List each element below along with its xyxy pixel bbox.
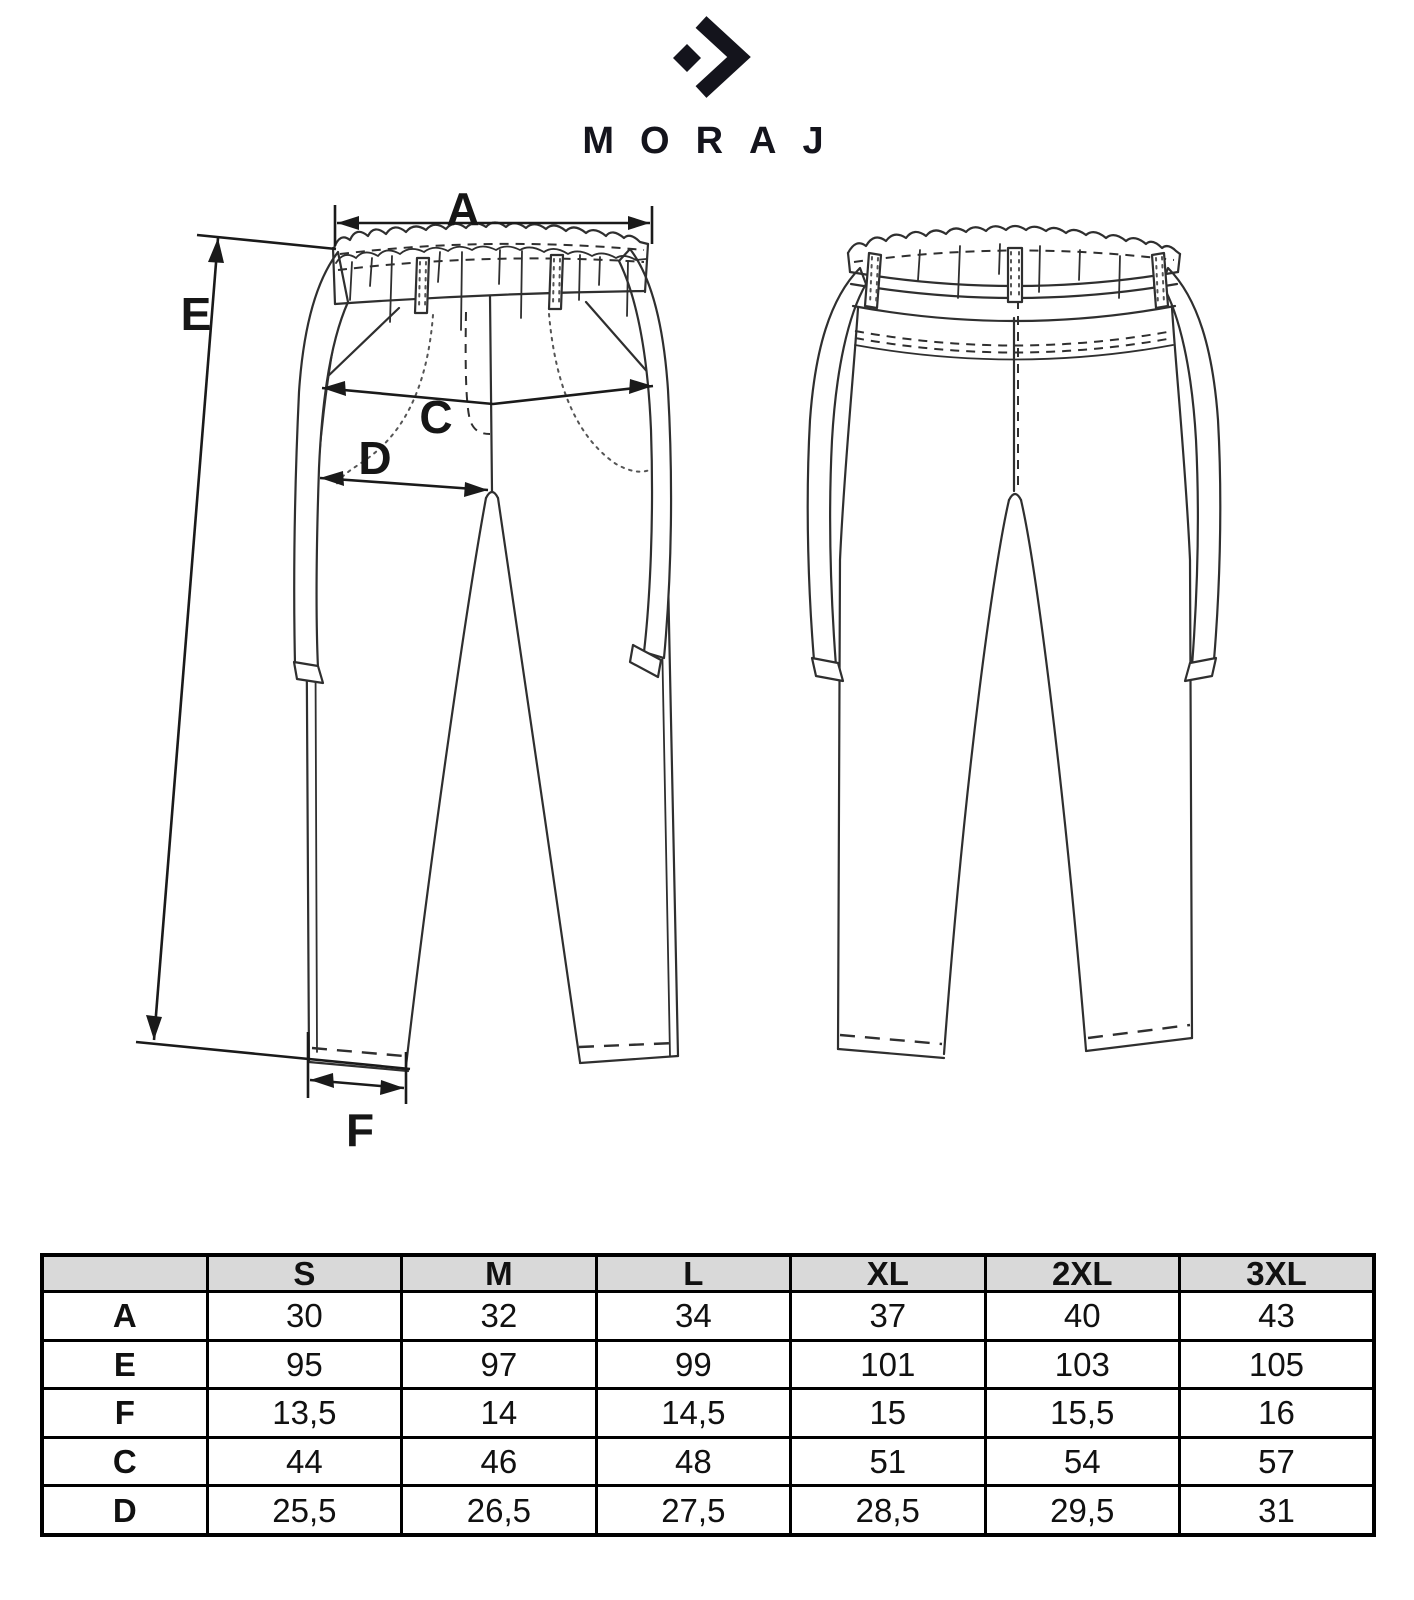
size-value: 14	[402, 1389, 596, 1438]
front-body	[306, 291, 678, 1071]
size-value: 25,5	[207, 1486, 401, 1535]
size-value: 57	[1180, 1437, 1375, 1486]
corner-cell	[42, 1255, 207, 1292]
belt-loop	[1008, 248, 1022, 302]
drawstring-tie-left-end	[812, 658, 843, 681]
back-body	[838, 252, 1192, 1058]
dimension-a	[335, 183, 652, 246]
size-value: 99	[596, 1340, 790, 1389]
size-value: 14,5	[596, 1389, 790, 1438]
dimension-label-f: F	[345, 1104, 375, 1156]
back-view	[808, 226, 1221, 1058]
dimension-e	[136, 235, 410, 1069]
row-label-d: D	[42, 1486, 207, 1535]
size-value: 30	[207, 1292, 401, 1341]
size-column-header-l: L	[596, 1255, 790, 1292]
size-value: 48	[596, 1437, 790, 1486]
size-column-header-2xl: 2XL	[985, 1255, 1179, 1292]
size-column-header-s: S	[207, 1255, 401, 1292]
size-value: 15	[791, 1389, 985, 1438]
belt-loop	[865, 253, 881, 308]
dimension-f	[308, 1032, 406, 1156]
size-value: 27,5	[596, 1486, 790, 1535]
size-value: 44	[207, 1437, 401, 1486]
size-value: 103	[985, 1340, 1179, 1389]
size-column-header-xl: XL	[791, 1255, 985, 1292]
fly-stitch	[466, 312, 490, 434]
size-value: 32	[402, 1292, 596, 1341]
size-value: 46	[402, 1437, 596, 1486]
size-column-header-3xl: 3XL	[1180, 1255, 1375, 1292]
dimension-label-e: E	[180, 288, 212, 340]
table-row-f	[42, 1389, 1374, 1438]
size-value: 54	[985, 1437, 1179, 1486]
dimension-label-a: A	[446, 183, 480, 235]
size-value: 43	[1180, 1292, 1375, 1341]
size-value: 13,5	[207, 1389, 401, 1438]
size-value: 26,5	[402, 1486, 596, 1535]
belt-loop	[1152, 253, 1168, 308]
row-label-c: C	[42, 1437, 207, 1486]
size-value: 101	[791, 1340, 985, 1389]
size-value: 97	[402, 1340, 596, 1389]
front-view	[136, 183, 678, 1156]
table-row-c	[42, 1437, 1374, 1486]
size-value: 28,5	[791, 1486, 985, 1535]
table-row-e	[42, 1340, 1374, 1389]
belt-loop	[415, 258, 429, 313]
size-column-header-m: M	[402, 1255, 596, 1292]
brand-name: MORAJ	[582, 120, 850, 162]
dimension-label-c: C	[419, 391, 453, 443]
size-chart-table	[40, 1253, 1376, 1537]
diamond-chevron-icon	[673, 22, 739, 92]
table-row-d	[42, 1486, 1374, 1535]
back-waistband	[848, 226, 1180, 321]
table-row-a	[42, 1292, 1374, 1341]
row-label-a: A	[42, 1292, 207, 1341]
size-value: 40	[985, 1292, 1179, 1341]
waistband-gathers	[350, 250, 628, 330]
size-value: 37	[791, 1292, 985, 1341]
size-value: 29,5	[985, 1486, 1179, 1535]
size-table-header-row	[42, 1255, 1374, 1292]
brand-logo	[582, 22, 849, 162]
size-table	[40, 1253, 1376, 1537]
row-label-e: E	[42, 1340, 207, 1389]
dimension-label-d: D	[358, 432, 392, 484]
size-value: 34	[596, 1292, 790, 1341]
size-value: 15,5	[985, 1389, 1179, 1438]
belt-loop	[549, 255, 563, 309]
row-label-f: F	[42, 1389, 207, 1438]
size-value: 16	[1180, 1389, 1375, 1438]
front-drawstring-ties	[294, 249, 671, 683]
size-value: 105	[1180, 1340, 1375, 1389]
size-value: 51	[791, 1437, 985, 1486]
size-value: 31	[1180, 1486, 1375, 1535]
drawstring-tie-left	[294, 252, 348, 668]
drawstring-tie-left-end	[294, 662, 323, 683]
size-value: 95	[207, 1340, 401, 1389]
dimension-d	[320, 432, 488, 497]
